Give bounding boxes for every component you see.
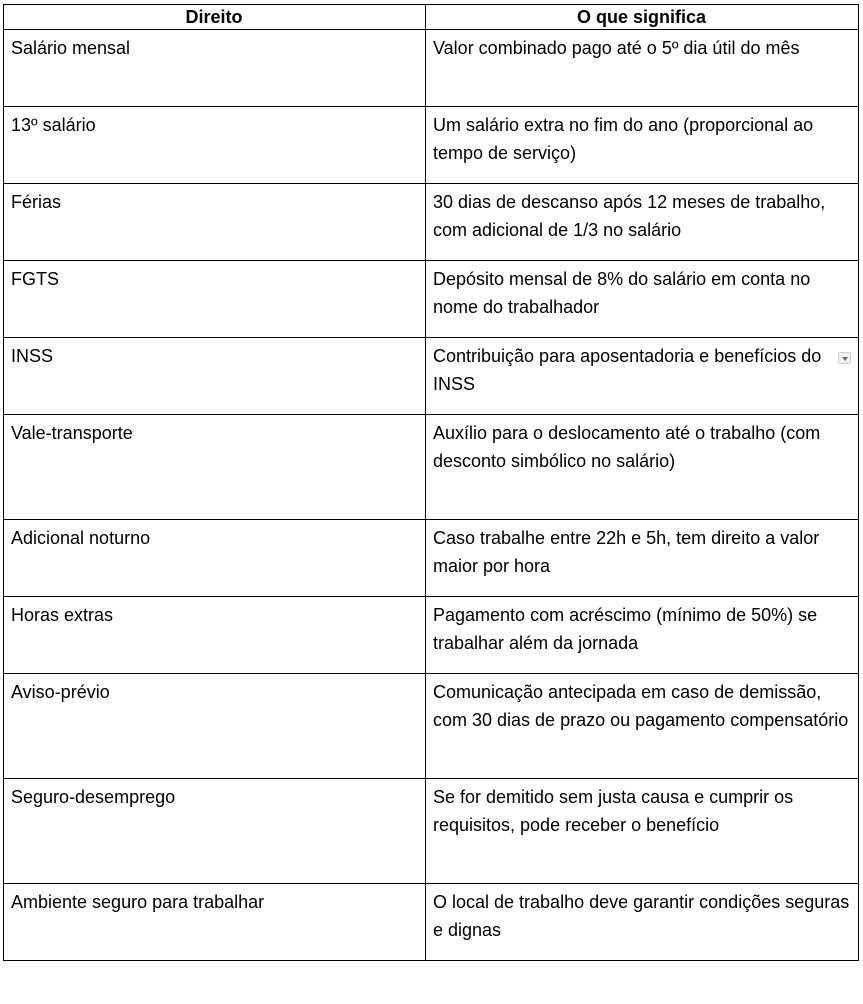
- rights-table-container: [3, 4, 858, 961]
- table-row: [4, 415, 859, 520]
- cell-direito: Aviso-prévio: [4, 674, 426, 779]
- cell-direito: Horas extras: [4, 597, 426, 674]
- cell-significado: O local de trabalho deve garantir condições seguras e dignas: [426, 884, 859, 961]
- cell-direito: Ambiente seguro para trabalhar: [4, 884, 426, 961]
- table-row: [4, 884, 859, 961]
- table-row: [4, 674, 859, 779]
- table-row: [4, 597, 859, 674]
- cell-direito: FGTS: [4, 261, 426, 338]
- cell-significado: [426, 338, 859, 415]
- cell-significado: Depósito mensal de 8% do salário em conta no nome do trabalhador: [426, 261, 859, 338]
- table-row: [4, 779, 859, 884]
- cell-significado: Pagamento com acréscimo (mínimo de 50%) se trabalhar além da jornada: [426, 597, 859, 674]
- cell-direito: Seguro-desemprego: [4, 779, 426, 884]
- table-row: [4, 30, 859, 107]
- cell-significado-text: Contribuição para aposentadoria e benefícios do INSS: [433, 346, 822, 394]
- table-row: [4, 184, 859, 261]
- cell-direito: Salário mensal: [4, 30, 426, 107]
- cell-significado: Se for demitido sem justa causa e cumprir os requisitos, pode receber o benefício: [426, 779, 859, 884]
- cell-significado-inner: [433, 342, 850, 398]
- header-direito: Direito: [4, 5, 426, 30]
- header-significado: O que significa: [426, 5, 859, 30]
- cell-direito: Adicional noturno: [4, 520, 426, 597]
- dropdown-arrow-icon[interactable]: [838, 352, 851, 364]
- cell-direito: Férias: [4, 184, 426, 261]
- cell-significado: Um salário extra no fim do ano (proporcional ao tempo de serviço): [426, 107, 859, 184]
- cell-significado: 30 dias de descanso após 12 meses de trabalho, com adicional de 1/3 no salário: [426, 184, 859, 261]
- cell-significado: Comunicação antecipada em caso de demissão, com 30 dias de prazo ou pagamento compensatório: [426, 674, 859, 779]
- table-row: [4, 338, 859, 415]
- cell-significado: Caso trabalhe entre 22h e 5h, tem direito a valor maior por hora: [426, 520, 859, 597]
- table-row: [4, 261, 859, 338]
- rights-table: [3, 4, 859, 961]
- cell-significado: Auxílio para o deslocamento até o trabalho (com desconto simbólico no salário): [426, 415, 859, 520]
- table-header-row: [4, 5, 859, 30]
- cell-direito: 13º salário: [4, 107, 426, 184]
- cell-significado: Valor combinado pago até o 5º dia útil do mês: [426, 30, 859, 107]
- table-row: [4, 520, 859, 597]
- table-row: [4, 107, 859, 184]
- cell-direito: INSS: [4, 338, 426, 415]
- cell-direito: Vale-transporte: [4, 415, 426, 520]
